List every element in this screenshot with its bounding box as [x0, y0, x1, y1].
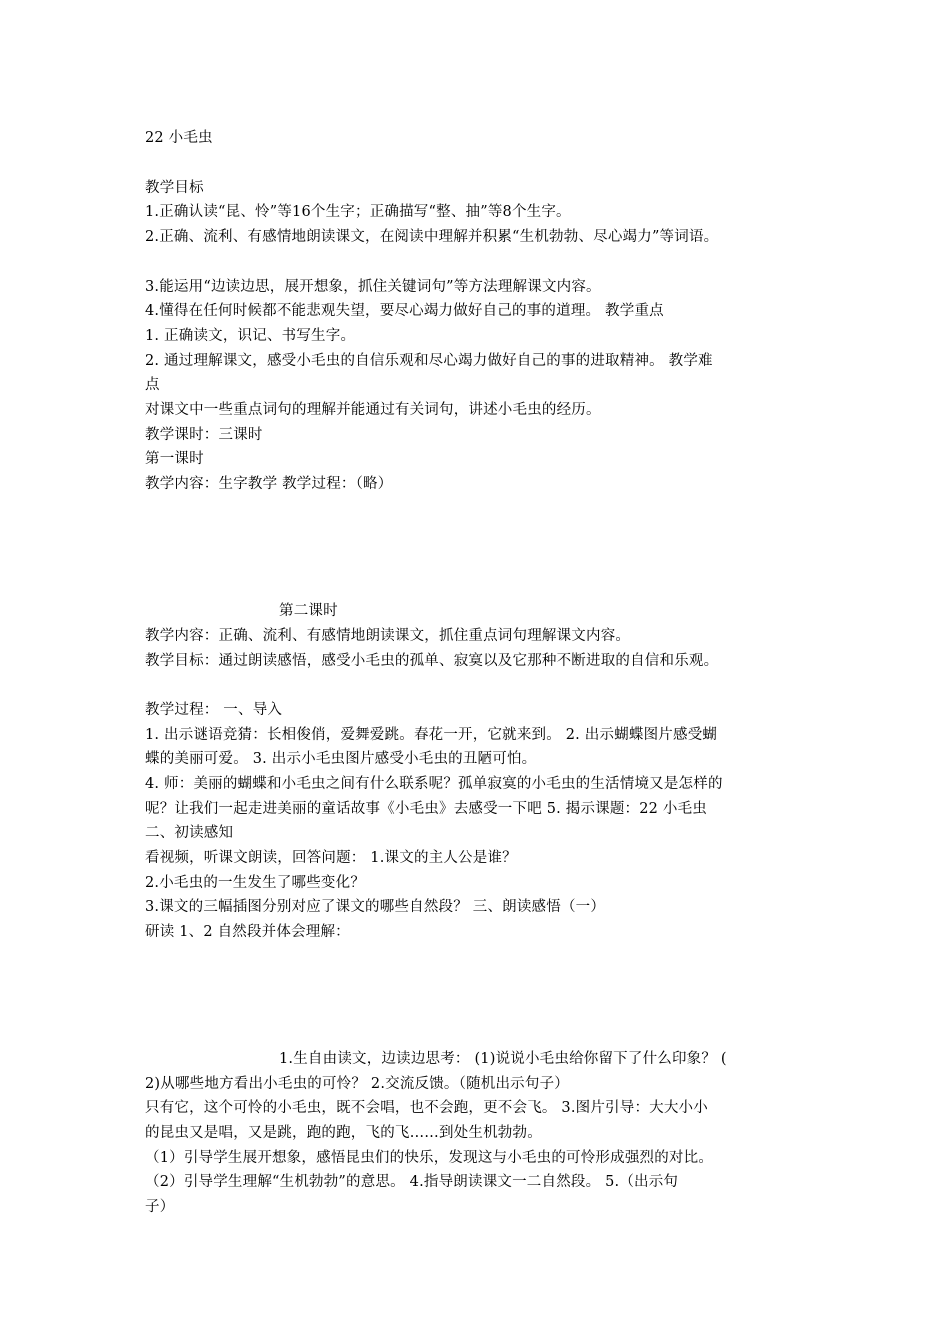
goal-3: 3.能运用“边读边思，展开想象，抓住关键词句”等方法理解课文内容。	[145, 279, 601, 295]
second-lesson-heading: 第二课时	[279, 603, 338, 619]
focus-1: 1. 正确读文，识记、书写生字。	[145, 328, 356, 344]
goal-4-and-focus-heading: 4.懂得在任何时候都不能悲观失望，要尽心竭力做好自己的事的道理。 教学重点	[145, 303, 664, 319]
goal-2: 2.正确、流利、有感情地朗读课文，在阅读中理解并积累“生机勃勃、尽心竭力”等词语。	[145, 229, 719, 245]
reading-line-7: 子）	[145, 1199, 175, 1215]
process-intro: 教学过程： 一、导入	[145, 702, 283, 718]
goal-1: 1.正确认读“昆、怜”等16个生字；正确描写“整、抽”等8个生字。	[145, 204, 571, 220]
first-lesson-heading: 第一课时	[145, 451, 204, 467]
reading-line-1: 1.生自由读文，边读边思考： (1)说说小毛虫给你留下了什么印象？ (	[279, 1051, 727, 1067]
process-line-3: 4. 师：美丽的蝴蝶和小毛虫之间有什么联系呢？孤单寂寞的小毛虫的生活情境又是怎样的	[145, 776, 723, 792]
class-hours: 教学课时：三课时	[145, 427, 263, 443]
reading-line-2: 2)从哪些地方看出小毛虫的可怜？ 2.交流反馈。（随机出示句子）	[145, 1076, 569, 1092]
document-title: 22 小毛虫	[145, 130, 213, 146]
first-reading-line-1: 看视频，听课文朗读，回答问题： 1.课文的主人公是谁？	[145, 850, 517, 866]
process-line-2: 蝶的美丽可爱。 3. 出示小毛虫图片感受小毛虫的丑陋可怕。	[145, 751, 537, 767]
second-lesson-goal: 教学目标：通过朗读感悟，感受小毛虫的孤单、寂寞以及它那种不断进取的自信和乐观。	[145, 653, 719, 669]
study-paragraphs: 研读 1、2 自然段并体会理解：	[145, 924, 350, 940]
first-lesson-content: 教学内容：生字教学 教学过程：（略）	[145, 476, 393, 492]
process-line-4: 呢？让我们一起走进美丽的童话故事《小毛虫》去感受一下吧 5. 揭示课题：22 小毛虫	[145, 801, 708, 817]
process-line-1: 1. 出示谜语竞猜：长相俊俏，爱舞爱跳。春花一开，它就来到。 2. 出示蝴蝶图片感受蝴	[145, 727, 718, 743]
reading-line-6: （2）引导学生理解“生机勃勃”的意思。 4.指导朗读课文一二自然段。 5.（出示句	[145, 1174, 679, 1190]
difficulty-text: 对课文中一些重点词句的理解并能通过有关词句，讲述小毛虫的经历。	[145, 402, 601, 418]
first-reading-line-2: 2.小毛虫的一生发生了哪些变化？	[145, 875, 366, 891]
first-reading-line-3: 3.课文的三幅插图分别对应了课文的哪些自然段？ 三、朗读感悟（一）	[145, 899, 606, 915]
reading-line-5: （1）引导学生展开想象，感悟昆虫们的快乐，发现这与小毛虫的可怜形成强烈的对比。	[145, 1150, 714, 1166]
section-first-reading: 二、初读感知	[145, 825, 234, 841]
focus-2-and-difficulty-heading: 2. 通过理解课文，感受小毛虫的自信乐观和尽心竭力做好自己的事的进取精神。 教学难	[145, 353, 713, 369]
difficulty-heading-continued: 点	[145, 377, 160, 393]
section-heading-teaching-goals: 教学目标	[145, 180, 204, 196]
reading-line-3: 只有它，这个可怜的小毛虫，既不会唱，也不会跑，更不会飞。 3.图片引导：大大小小	[145, 1100, 708, 1116]
reading-line-4: 的昆虫又是唱，又是跳，跑的跑，飞的飞……到处生机勃勃。	[145, 1125, 542, 1141]
second-lesson-content: 教学内容：正确、流利、有感情地朗读课文，抓住重点词句理解课文内容。	[145, 628, 631, 644]
